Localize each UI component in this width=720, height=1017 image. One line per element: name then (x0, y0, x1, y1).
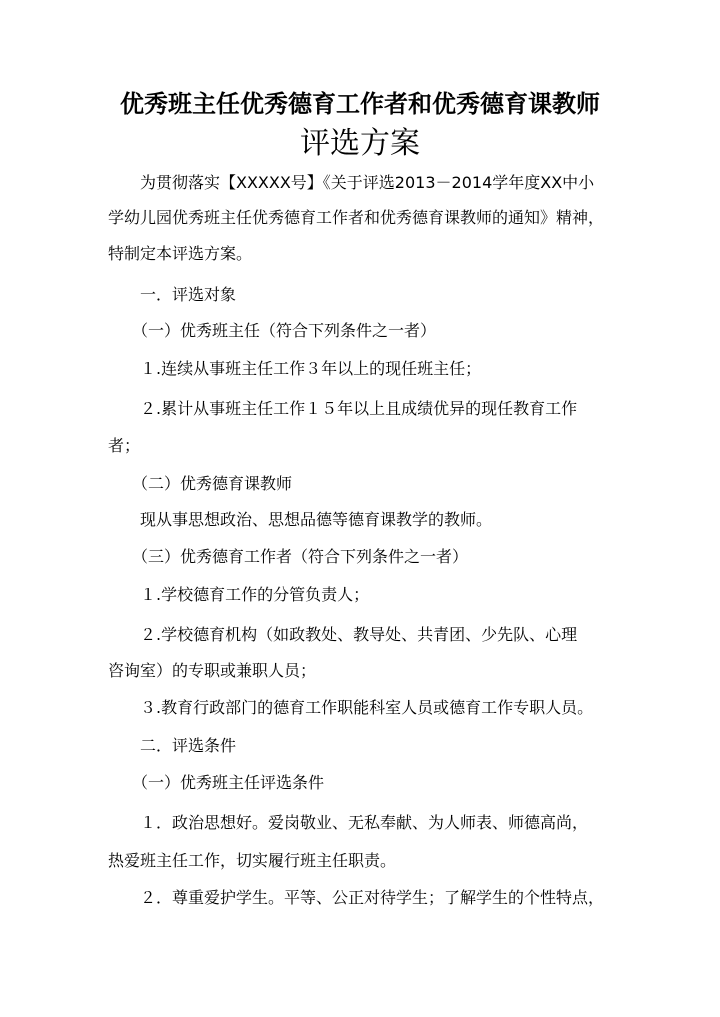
paragraph-line: 现从事思想政治、思想品德等德育课教学的教师。 (108, 510, 493, 529)
list-item: １．政治思想好。爱岗敬业、无私奉献、为人师表、师德高尚， (108, 813, 589, 832)
subsection-heading: （三）优秀德育工作者（符合下列条件之一者） (108, 547, 469, 566)
section-heading: 二．评选条件 (108, 736, 237, 755)
subsection-heading: （二）优秀德育课教师 (108, 474, 293, 493)
list-item-continuation: 热爱班主任工作，切实履行班主任职责。 (108, 851, 397, 870)
list-item: ２．尊重爱护学生。平等、公正对待学生；了解学生的个性特点， (108, 888, 605, 907)
section-heading: 一．评选对象 (108, 285, 237, 304)
list-item-continuation: 者； (108, 436, 141, 455)
paragraph-line: 特制定本评选方案。 (108, 244, 253, 263)
list-item: ２.累计从事班主任工作１５年以上且成绩优异的现任教育工作 (108, 399, 578, 418)
list-item: ２.学校德育机构（如政教处、教导处、共青团、少先队、心理 (108, 625, 578, 644)
list-item: １.学校德育工作的分管负责人； (108, 585, 370, 604)
paragraph-line: 学幼儿园优秀班主任优秀德育工作者和优秀德育课教师的通知》精神， (108, 208, 605, 227)
list-item: ３.教育行政部门的德育工作职能科室人员或德育工作专职人员。 (108, 698, 594, 717)
document-title-line-1: 优秀班主任优秀德育工作者和优秀德育课教师 (120, 89, 600, 118)
subsection-heading: （一）优秀班主任（符合下列条件之一者） (108, 321, 437, 340)
paragraph-line: 为贯彻落实【XXXXX号】《关于评选2013－2014学年度XX中小 (108, 173, 595, 192)
list-item: １.连续从事班主任工作３年以上的现任班主任； (108, 359, 482, 378)
document-title-line-2: 评选方案 (300, 126, 420, 161)
subsection-heading: （一）优秀班主任评选条件 (108, 773, 325, 792)
list-item-continuation: 咨询室）的专职或兼职人员； (108, 661, 317, 680)
